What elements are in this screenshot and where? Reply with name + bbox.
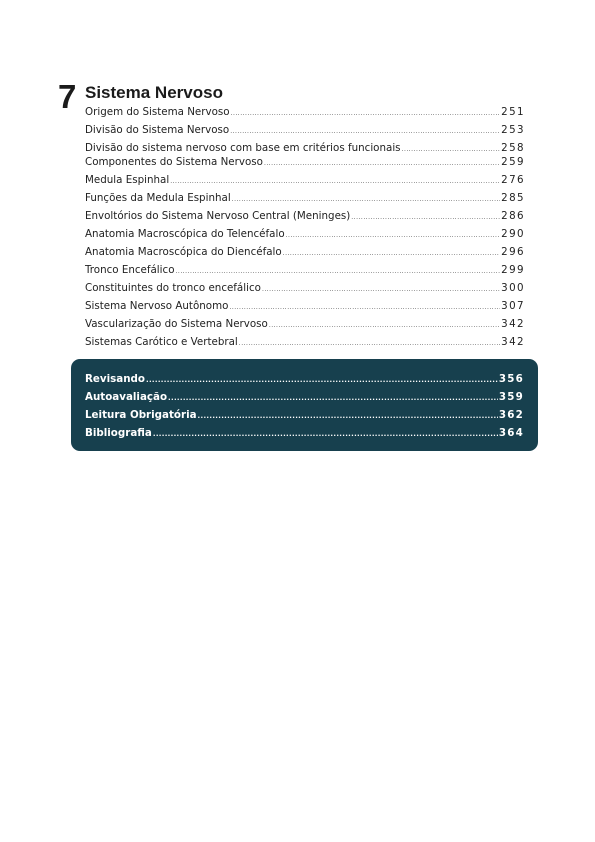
dot-leader: [351, 209, 500, 227]
toc-item[interactable]: [85, 103, 525, 121]
toc-item-page: 342: [501, 318, 525, 330]
review-section-box: [71, 359, 538, 451]
toc-item-label: Funções da Medula Espinhal: [85, 192, 231, 204]
toc-item[interactable]: [85, 153, 525, 171]
toc-item[interactable]: [85, 297, 525, 315]
toc-item-page: 296: [501, 246, 525, 258]
review-item-label: Autoavaliação: [85, 391, 168, 403]
dot-leader: [146, 371, 498, 389]
toc-item[interactable]: [85, 243, 525, 261]
chapter-number: 7: [58, 78, 77, 115]
toc-item-label: Constituintes do tronco encefálico: [85, 282, 261, 294]
toc-item-label: Divisão do Sistema Nervoso: [85, 124, 230, 136]
review-item-page: 359: [498, 391, 524, 403]
toc-item-label: Anatomia Macroscópica do Telencéfalo: [85, 228, 285, 240]
toc-item-page: 299: [501, 264, 525, 276]
review-item-page: 364: [498, 427, 524, 439]
review-item-label: Revisando: [85, 373, 146, 385]
dot-leader: [283, 245, 500, 263]
toc-item[interactable]: [85, 121, 525, 139]
dot-leader: [198, 407, 498, 425]
toc-item[interactable]: [85, 225, 525, 243]
dot-leader: [153, 425, 498, 443]
toc-item-label: Anatomia Macroscópica do Diencéfalo: [85, 246, 282, 258]
dot-leader: [239, 335, 500, 353]
table-of-contents: [85, 103, 525, 351]
review-item[interactable]: [85, 406, 524, 424]
toc-item-page: 251: [501, 106, 525, 118]
toc-item[interactable]: [85, 279, 525, 297]
toc-item-label: Sistemas Carótico e Vertebral: [85, 336, 238, 348]
toc-item-label: Sistema Nervoso Autônomo: [85, 300, 229, 312]
toc-item-label: Medula Espinhal: [85, 174, 170, 186]
toc-item-label: Divisão do sistema nervoso com base em critérios funcionais: [85, 142, 401, 154]
review-item[interactable]: [85, 370, 524, 388]
review-item-label: Bibliografia: [85, 427, 152, 439]
dot-leader: [168, 389, 498, 407]
toc-item-label: Envoltórios do Sistema Nervoso Central (Meninges): [85, 210, 351, 222]
toc-item[interactable]: [85, 261, 525, 279]
chapter-title: Sistema Nervoso: [85, 83, 223, 102]
toc-item-label: Tronco Encefálico: [85, 264, 175, 276]
toc-item-page: 259: [501, 156, 525, 168]
review-item-page: 356: [498, 373, 524, 385]
toc-item-label: Vascularização do Sistema Nervoso: [85, 318, 268, 330]
dot-leader: [229, 299, 500, 317]
dot-leader: [264, 155, 500, 173]
toc-item-page: 300: [501, 282, 525, 294]
dot-leader: [286, 227, 501, 245]
toc-item[interactable]: [85, 207, 525, 225]
dot-leader: [269, 317, 500, 335]
toc-item-page: 286: [501, 210, 525, 222]
review-item-label: Leitura Obrigatória: [85, 409, 197, 421]
review-item[interactable]: [85, 424, 524, 442]
toc-item-label: Componentes do Sistema Nervoso: [85, 156, 263, 168]
toc-item-label: Origem do Sistema Nervoso: [85, 106, 230, 118]
toc-item[interactable]: [85, 315, 525, 333]
toc-item-page: 276: [501, 174, 525, 186]
toc-item-page: 285: [501, 192, 525, 204]
toc-item[interactable]: [85, 333, 525, 351]
toc-item-page: 258: [501, 142, 525, 154]
toc-item-page: 307: [501, 300, 525, 312]
toc-item[interactable]: [85, 139, 525, 153]
toc-item-page: 253: [501, 124, 525, 136]
review-item-page: 362: [498, 409, 524, 421]
review-item[interactable]: [85, 388, 524, 406]
dot-leader: [262, 281, 500, 299]
toc-item-page: 290: [501, 228, 525, 240]
toc-item-page: 342: [501, 336, 525, 348]
toc-item[interactable]: [85, 189, 525, 207]
toc-item[interactable]: [85, 171, 525, 189]
dot-leader: [231, 105, 501, 123]
